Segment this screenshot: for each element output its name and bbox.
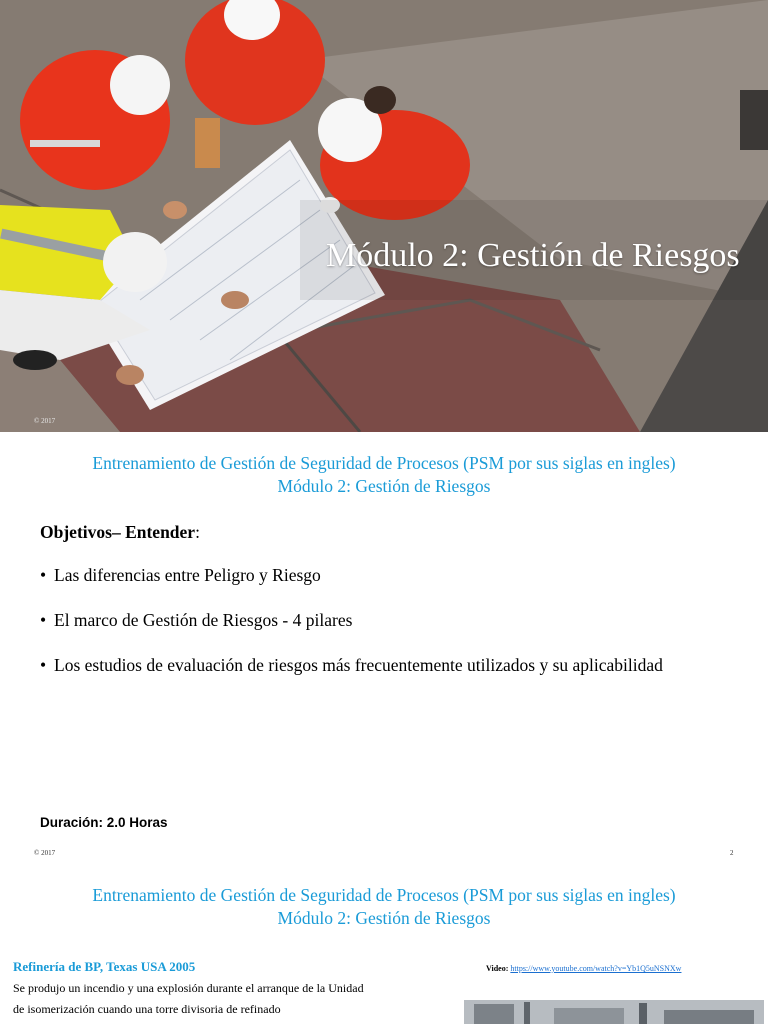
objectives-heading — [40, 522, 200, 543]
cover-title: Módulo 2: Gestión de Riesgos — [326, 237, 740, 274]
refinery-photo — [464, 1000, 764, 1024]
bullet-icon: • — [40, 655, 47, 675]
cover-slide — [0, 0, 768, 432]
objectives-label: Objetivos– Entender — [40, 522, 196, 542]
cover-copyright: © 2017 — [34, 417, 56, 425]
bullet-icon: • — [40, 565, 47, 585]
list-item — [40, 655, 663, 700]
list-item — [40, 610, 663, 655]
header-line-1: Entrenamiento de Gestión de Seguridad de Procesos (PSM por sus siglas en ingles) — [92, 885, 676, 905]
list-item — [40, 565, 663, 610]
case-study-slide — [0, 864, 768, 1024]
video-link[interactable]: https://www.youtube.com/watch?v=Yb1Q5uNSNXw — [510, 964, 682, 973]
bullet-text: Las diferencias entre Peligro y Riesgo — [54, 565, 321, 585]
objectives-colon: : — [195, 522, 200, 542]
case-title: Refinería de BP, Texas USA 2005 — [13, 959, 196, 974]
header-line-2: Módulo 2: Gestión de Riesgos — [277, 476, 491, 496]
video-reference — [486, 964, 681, 973]
cover-photo — [0, 0, 768, 432]
header-line-2: Módulo 2: Gestión de Riesgos — [277, 908, 491, 928]
slide-copyright: © 2017 — [34, 849, 56, 857]
objectives-list — [40, 565, 663, 700]
objectives-slide — [0, 432, 768, 864]
duration-label: Duración: 2.0 Horas — [40, 815, 168, 830]
header-line-1: Entrenamiento de Gestión de Seguridad de Procesos (PSM por sus siglas en ingles) — [92, 453, 676, 473]
slide-header — [0, 452, 768, 498]
video-label: Video: — [486, 964, 509, 973]
bullet-icon: • — [40, 610, 47, 630]
page-number: 2 — [730, 849, 734, 857]
case-description: Se produjo un incendio y una explosión durante el arranque de la Unidad de isomerización cuando una torre divisoria de refinado — [13, 981, 364, 1016]
bullet-text: El marco de Gestión de Riesgos - 4 pilares — [54, 610, 353, 630]
bullet-text: Los estudios de evaluación de riesgos más frecuentemente utilizados y su aplicabilidad — [54, 655, 663, 675]
slide-header — [0, 884, 768, 930]
